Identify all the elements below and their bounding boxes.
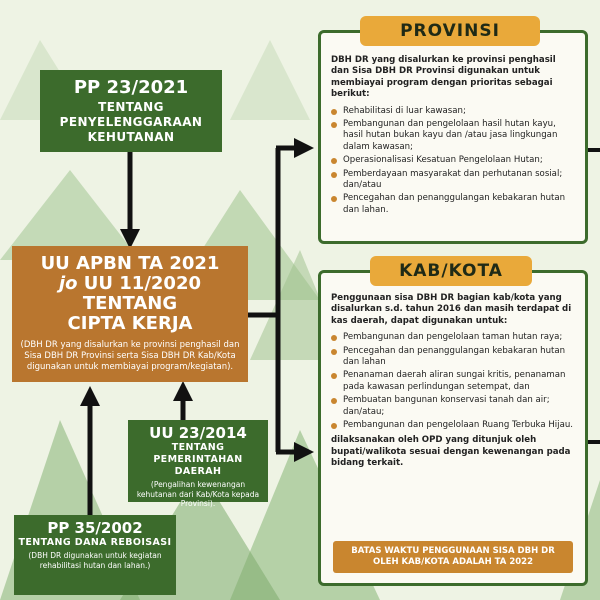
uuapbn-line2 bbox=[20, 274, 240, 314]
uuapbn-line2-em: jo bbox=[58, 273, 78, 294]
uu23-note: (Pengalihan kewenangan kehutanan dari Kab/Kota kepada Provinsi). bbox=[136, 480, 260, 508]
provinsi-item bbox=[331, 119, 575, 153]
bullet-icon bbox=[331, 122, 337, 128]
kabkota-label: KAB/KOTA bbox=[370, 256, 532, 286]
provinsi-label: PROVINSI bbox=[360, 16, 540, 46]
pp23-box bbox=[40, 70, 222, 152]
kabkota-panel bbox=[318, 270, 588, 586]
provinsi-item-text: Pemberdayaan masyarakat dan perhutanan sosial; dan/atau bbox=[343, 168, 563, 191]
bullet-icon bbox=[331, 158, 337, 164]
uuapbn-box bbox=[12, 246, 248, 382]
kabkota-item-text: Pembangunan dan pengelolaan taman hutan raya; bbox=[343, 332, 563, 343]
uu23-subtitle: TENTANG PEMERINTAHAN DAERAH bbox=[153, 442, 243, 477]
bullet-icon bbox=[331, 196, 337, 202]
provinsi-item-text: Rehabilitasi di luar kawasan; bbox=[343, 105, 466, 116]
provinsi-list bbox=[331, 106, 575, 217]
kabkota-intro: Penggunaan sisa DBH DR bagian kab/kota yang disalurkan s.d. tahun 2016 dan masih terdapat di kas daerah, dapat digunakan untuk: bbox=[331, 293, 572, 326]
provinsi-item bbox=[331, 193, 575, 216]
provinsi-item bbox=[331, 106, 575, 117]
kabkota-item-text: Pencegahan dan penanggulangan kebakaran hutan dan lahan bbox=[343, 345, 566, 368]
kabkota-list bbox=[331, 332, 575, 431]
kabkota-item-text: Penanaman daerah aliran sungai kritis, penanaman pada kawasan perlindungan setempat, dan bbox=[343, 370, 566, 392]
uu23-box bbox=[128, 420, 268, 508]
provinsi-item-text: Operasionalisasi Kesatuan Pengelolaan Hutan; bbox=[343, 155, 543, 166]
bullet-icon bbox=[331, 172, 337, 178]
kabkota-item bbox=[331, 346, 575, 369]
bullet-icon bbox=[331, 423, 337, 429]
pp23-subtitle: TENTANG PENYELENGGARAAN KEHUTANAN bbox=[59, 100, 203, 144]
provinsi-intro: DBH DR yang disalurkan ke provinsi penghasil dan Sisa DBH DR Provinsi digunakan untuk membiayai program dengan prioritas sebagai berikut: bbox=[331, 55, 556, 100]
provinsi-panel bbox=[318, 30, 588, 244]
bullet-icon bbox=[331, 398, 337, 404]
pp35-note: (DBH DR digunakan untuk kegiatan rehabilitasi hutan dan lahan.) bbox=[28, 551, 162, 570]
bullet-icon bbox=[331, 349, 337, 355]
kabkota-footer: BATAS WAKTU PENGGUNAAN SISA DBH DR OLEH KAB/KOTA ADALAH TA 2022 bbox=[333, 541, 573, 573]
kabkota-item-text: Pembuatan bangunan konservasi tanah dan air; dan/atau; bbox=[343, 395, 550, 417]
uuapbn-note: (DBH DR yang disalurkan ke provinsi penghasil dan Sisa DBH DR Provinsi serta Sisa DBH DR Kab/Kota digunakan untuk membiayai program/kegiatan). bbox=[20, 340, 240, 372]
bullet-icon bbox=[331, 109, 337, 115]
provinsi-item-text: Pembangunan dan pengelolaan hasil hutan kayu, hasil hutan bukan kayu dan /atau jasa lingkungan dalam kawasan; bbox=[343, 119, 558, 152]
provinsi-item bbox=[331, 169, 575, 192]
kabkota-item bbox=[331, 370, 575, 393]
kabkota-item-text: Pembangunan dan pengelolaan Ruang Terbuka Hijau. bbox=[343, 420, 574, 431]
pp35-subtitle: TENTANG DANA REBOISASI bbox=[18, 537, 172, 548]
uuapbn-line3: CIPTA KERJA bbox=[67, 313, 193, 334]
provinsi-item bbox=[331, 155, 575, 166]
pp35-title: PP 35/2002 bbox=[47, 519, 143, 537]
kabkota-outro: dilaksanakan oleh OPD yang ditunjuk oleh bupati/walikota sesuai dengan kewenangan pada bidang terkait. bbox=[331, 435, 571, 469]
uuapbn-line2-rest: UU 11/2020 TENTANG bbox=[77, 273, 202, 314]
kabkota-item bbox=[331, 395, 575, 418]
uu23-title: UU 23/2014 bbox=[149, 424, 247, 442]
bullet-icon bbox=[331, 373, 337, 379]
uuapbn-line1: UU APBN TA 2021 bbox=[40, 253, 220, 274]
pp35-box bbox=[14, 515, 176, 595]
kabkota-item bbox=[331, 420, 575, 431]
kabkota-item bbox=[331, 332, 575, 343]
provinsi-item-text: Pencegahan dan penanggulangan kebakaran hutan dan lahan. bbox=[343, 193, 566, 215]
pp23-title: PP 23/2021 bbox=[73, 77, 189, 98]
bullet-icon bbox=[331, 335, 337, 341]
